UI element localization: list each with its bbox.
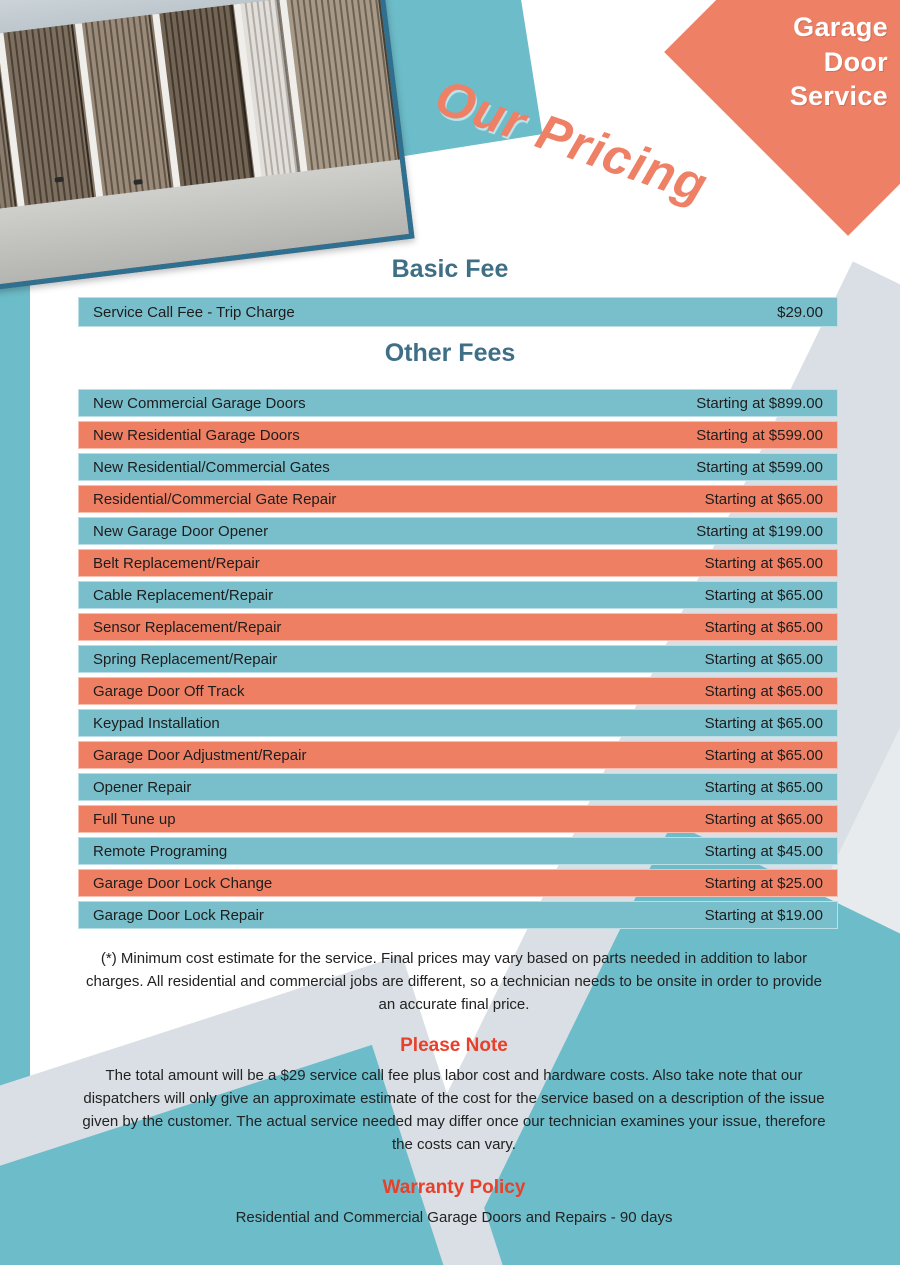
- notes-section: [78, 948, 830, 1230]
- warranty-policy-text: Residential and Commercial Garage Doors and Repairs - 90 days: [235, 1209, 673, 1227]
- price-row-value: Starting at $65.00: [704, 746, 823, 764]
- page-title: Our Pricing: [428, 68, 715, 214]
- basic-fee-table: [78, 297, 838, 331]
- price-row: [78, 901, 838, 929]
- price-row: [78, 773, 838, 801]
- price-row-label: Residential/Commercial Gate Repair: [93, 490, 337, 508]
- price-row: [78, 677, 838, 705]
- price-row-value: Starting at $19.00: [704, 906, 823, 924]
- price-row-value: Starting at $65.00: [704, 554, 823, 572]
- price-row-label: Garage Door Lock Repair: [93, 906, 264, 924]
- price-row-label: Cable Replacement/Repair: [93, 586, 274, 604]
- badge-line-1: Garage: [793, 12, 888, 42]
- please-note-heading: Please Note: [400, 1035, 508, 1057]
- price-row-value: Starting at $65.00: [704, 682, 823, 700]
- price-row-label: New Commercial Garage Doors: [93, 394, 306, 412]
- price-row-label: Garage Door Adjustment/Repair: [93, 746, 307, 764]
- price-row-label: Sensor Replacement/Repair: [93, 618, 282, 636]
- price-row: [78, 549, 838, 577]
- price-row: [78, 805, 838, 833]
- price-row: [78, 645, 838, 673]
- warranty-policy-heading: Warranty Policy: [382, 1177, 526, 1199]
- price-row: [78, 421, 838, 449]
- price-row-label: Remote Programing: [93, 842, 228, 860]
- price-row: [78, 297, 838, 327]
- price-row-value: Starting at $45.00: [704, 842, 823, 860]
- price-row-label: Keypad Installation: [93, 714, 220, 732]
- price-row-label: Belt Replacement/Repair: [93, 554, 260, 572]
- price-row-label: New Residential Garage Doors: [93, 426, 300, 444]
- price-row: [78, 837, 838, 865]
- price-row-value: Starting at $25.00: [704, 874, 823, 892]
- price-row-value: Starting at $65.00: [704, 714, 823, 732]
- price-row: [78, 741, 838, 769]
- price-row: [78, 389, 838, 417]
- price-row-value: Starting at $65.00: [704, 778, 823, 796]
- price-row: [78, 453, 838, 481]
- price-row-label: Spring Replacement/Repair: [93, 650, 278, 668]
- basic-fee-heading: Basic Fee: [391, 255, 509, 283]
- price-row: [78, 581, 838, 609]
- price-row-value: Starting at $599.00: [696, 426, 823, 444]
- price-row-value: Starting at $199.00: [696, 522, 823, 540]
- price-row-label: New Residential/Commercial Gates: [93, 458, 330, 476]
- price-row-value: Starting at $65.00: [704, 586, 823, 604]
- price-row-label: Garage Door Off Track: [93, 682, 245, 700]
- price-row-label: Service Call Fee - Trip Charge: [93, 303, 295, 321]
- price-row-label: Full Tune up: [93, 810, 176, 828]
- other-fees-heading: Other Fees: [384, 339, 516, 367]
- price-row-value: Starting at $65.00: [704, 650, 823, 668]
- please-note-text: The total amount will be a $29 service call fee plus labor cost and hardware costs. Also take note that our dispatchers will only give an approximate estimate of the cost for the service based on a description of the issue given by the customer. The actual service needed may differ once our technician examines your issue, therefore the costs can vary.: [82, 1067, 826, 1153]
- other-fees-table: [78, 389, 838, 933]
- price-row-value: Starting at $65.00: [704, 810, 823, 828]
- price-row: [78, 709, 838, 737]
- price-row-value: Starting at $65.00: [704, 490, 823, 508]
- price-row-label: New Garage Door Opener: [93, 522, 269, 540]
- price-row: [78, 613, 838, 641]
- badge-line-3: Service: [789, 81, 888, 112]
- disclaimer-text: (*) Minimum cost estimate for the service. Final prices may vary based on parts needed in addition to labor charges. All residential and commercial jobs are different, so a technician needs to be onsite in order to provide an accurate final price.: [86, 950, 822, 1013]
- service-badge-text: [702, 10, 892, 114]
- price-row-label: Opener Repair: [93, 778, 192, 796]
- price-row-value: Starting at $599.00: [696, 458, 823, 476]
- price-row-value: $29.00: [777, 303, 823, 321]
- price-row: [78, 517, 838, 545]
- price-row: [78, 485, 838, 513]
- badge-line-2: Door: [823, 46, 888, 77]
- price-row: [78, 869, 838, 897]
- price-row-value: Starting at $899.00: [696, 394, 823, 412]
- price-row-label: Garage Door Lock Change: [93, 874, 273, 892]
- price-row-value: Starting at $65.00: [704, 618, 823, 636]
